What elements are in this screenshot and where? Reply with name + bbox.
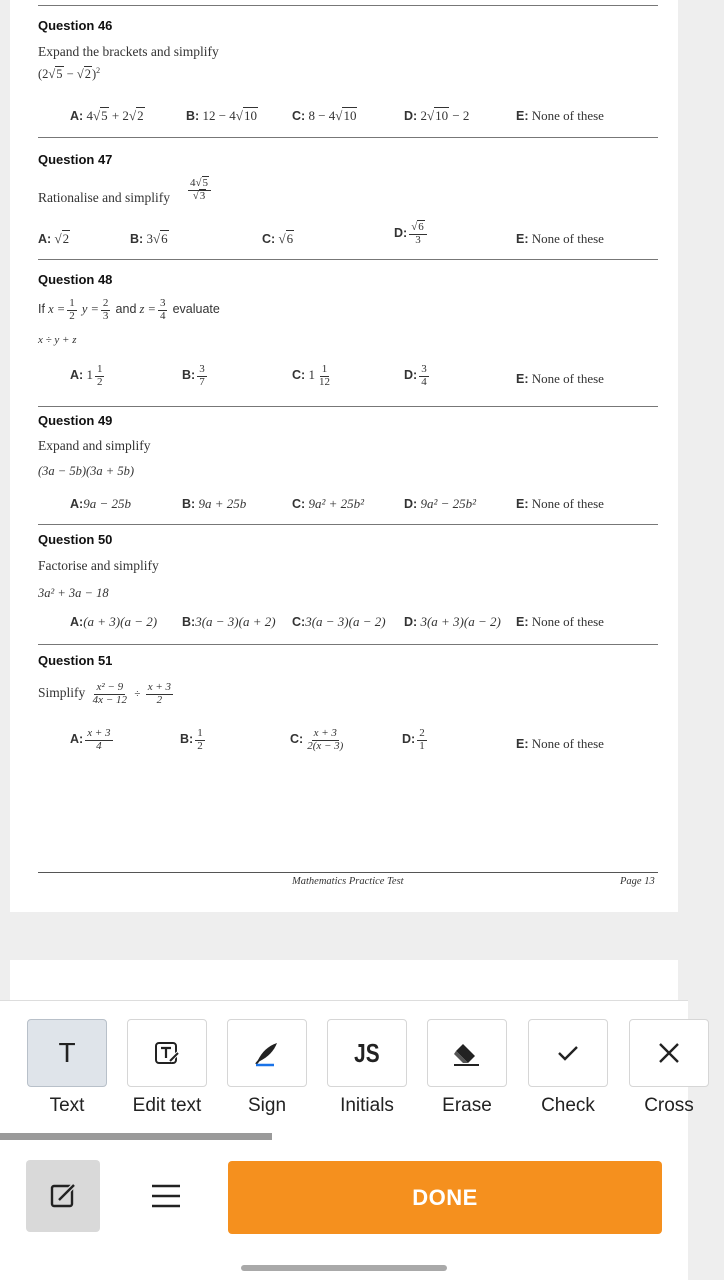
hamburger-menu-icon	[150, 1183, 182, 1209]
check-tool-button[interactable]	[528, 1019, 608, 1087]
divider	[38, 259, 658, 260]
edit-text-icon	[153, 1039, 181, 1067]
question-47-option-c[interactable]: C: √6	[262, 231, 294, 246]
divider	[38, 644, 658, 645]
question-49-instruction: Expand and simplify	[38, 438, 151, 453]
next-document-page	[10, 960, 678, 1000]
question-50-instruction: Factorise and simplify	[38, 558, 159, 573]
question-51-option-b[interactable]: B: $\frac{1}{2}$	[180, 727, 203, 752]
question-49-expression: (3a − 5b)(3a + 5b)	[38, 464, 135, 478]
footer-title: Mathematics Practice Test	[292, 876, 404, 887]
annotate-mode-button[interactable]	[26, 1160, 100, 1232]
cross-tool-label: Cross	[644, 1095, 694, 1116]
toolbar-scroll-indicator[interactable]	[0, 1133, 272, 1140]
question-51-option-a[interactable]: A: $\frac{x + 3}{4}$	[70, 727, 111, 752]
edit-square-icon	[48, 1181, 78, 1211]
divider	[38, 524, 658, 525]
question-46-option-a[interactable]: A: 4√5 + 2√2	[70, 108, 144, 123]
question-48-option-d[interactable]: D: $\frac{3}{4}$	[404, 363, 427, 388]
question-50-option-d[interactable]: D: 3(a + 3)(a − 2)	[404, 614, 501, 629]
question-48-statement: If x = $\frac{1}{2}$ y = $\frac{2}{3}$ and z = $\frac{3}{4}$ evaluate	[38, 297, 220, 322]
initials-icon: JS	[354, 1037, 380, 1068]
question-51-statement: Simplify $\frac{\text{x² − 9}}{4x - 12}$ ÷ $\frac{x + 3}{2}$	[38, 681, 172, 706]
question-50-option-c[interactable]: C:3(a − 3)(a − 2)	[292, 614, 386, 629]
question-46-option-d[interactable]: D: 2√10 − 2	[404, 108, 470, 123]
question-50-option-b[interactable]: B:3(a − 3)(a + 2)	[182, 614, 276, 629]
eraser-icon	[451, 1038, 483, 1068]
text-icon: T	[58, 1037, 76, 1068]
divider	[38, 406, 658, 407]
question-46-option-c[interactable]: C: 8 − 4√10	[292, 108, 357, 123]
sign-tool-button[interactable]	[227, 1019, 307, 1087]
edit-text-tool-label: Edit text	[132, 1095, 202, 1116]
question-46-instruction: Expand the brackets and simplify	[38, 44, 219, 59]
question-50-heading: Question 50	[38, 532, 113, 547]
question-46-option-e[interactable]: E: None of these	[516, 108, 604, 123]
initials-tool-button[interactable]	[327, 1019, 407, 1087]
question-47-option-b[interactable]: B: 3√6	[130, 231, 168, 246]
text-tool-label: Text	[49, 1095, 85, 1116]
cross-tool-button[interactable]	[629, 1019, 709, 1087]
sign-tool-label: Sign	[247, 1095, 287, 1116]
menu-button[interactable]	[142, 1160, 190, 1232]
question-47-option-d[interactable]: D: $\frac{√6}{3}$	[394, 222, 429, 246]
home-indicator[interactable]	[241, 1265, 447, 1271]
erase-tool-button[interactable]	[427, 1019, 507, 1087]
question-47-fraction: $\frac{4√5}{√3}$	[186, 178, 213, 202]
question-48-option-c[interactable]: C: 1 $\frac{1}{12}$	[292, 363, 330, 388]
sign-pen-icon	[252, 1038, 282, 1068]
question-51-heading: Question 51	[38, 653, 113, 668]
erase-tool-label: Erase	[442, 1095, 492, 1116]
question-48-option-a[interactable]: A: 1 $\frac{1}{2}$	[70, 363, 103, 388]
question-50-option-e[interactable]: E: None of these	[516, 614, 604, 629]
question-51-option-d[interactable]: D: $\frac{2}{1}$	[402, 727, 425, 752]
question-47-instruction: Rationalise and simplify	[38, 190, 170, 205]
question-51-option-c[interactable]: C: $\frac{x + 3}{2(x - 3)}$	[290, 727, 344, 752]
text-tool-button[interactable]	[27, 1019, 107, 1087]
question-46-expression: $(2√5 - √2)^2$	[38, 66, 101, 82]
check-tool-label: Check	[541, 1095, 595, 1116]
divider	[38, 5, 658, 6]
check-icon	[553, 1038, 583, 1068]
question-50-option-a[interactable]: A:(a + 3)(a − 2)	[70, 614, 158, 629]
question-50-expression: 3a² + 3a − 18	[38, 586, 109, 600]
question-47-option-a[interactable]: A: √2	[38, 231, 70, 246]
question-49-option-e[interactable]: E: None of these	[516, 496, 604, 511]
question-49-option-d[interactable]: D: 9a² − 25b²	[404, 496, 477, 511]
question-49-heading: Question 49	[38, 413, 113, 428]
question-48-option-e[interactable]: E: None of these	[516, 371, 604, 386]
question-49-option-c[interactable]: C: 9a² + 25b²	[292, 496, 365, 511]
annotation-toolbar	[0, 1000, 694, 1140]
question-46-heading: Question 46	[38, 18, 113, 33]
question-47-option-e[interactable]: E: None of these	[516, 231, 604, 246]
question-48-expression: x ÷ y + z	[38, 334, 77, 346]
done-button[interactable]: DONE	[228, 1161, 662, 1234]
document-page	[10, 0, 678, 912]
footer-page-number: Page 13	[620, 876, 655, 887]
initials-tool-label: Initials	[340, 1095, 394, 1116]
question-46-option-b[interactable]: B: 12 − 4√10	[186, 108, 257, 123]
question-51-option-e[interactable]: E: None of these	[516, 736, 604, 751]
question-47-heading: Question 47	[38, 152, 113, 167]
edit-text-tool-button[interactable]	[127, 1019, 207, 1087]
question-48-heading: Question 48	[38, 272, 113, 287]
question-49-option-a[interactable]: A:9a − 25b	[70, 496, 131, 511]
divider	[38, 137, 658, 138]
footer-divider	[38, 872, 658, 873]
question-49-option-b[interactable]: B: 9a + 25b	[182, 496, 247, 511]
question-48-option-b[interactable]: B: $\frac{3}{7}$	[182, 363, 205, 388]
cross-icon	[654, 1038, 684, 1068]
bottom-action-bar	[0, 1140, 688, 1280]
